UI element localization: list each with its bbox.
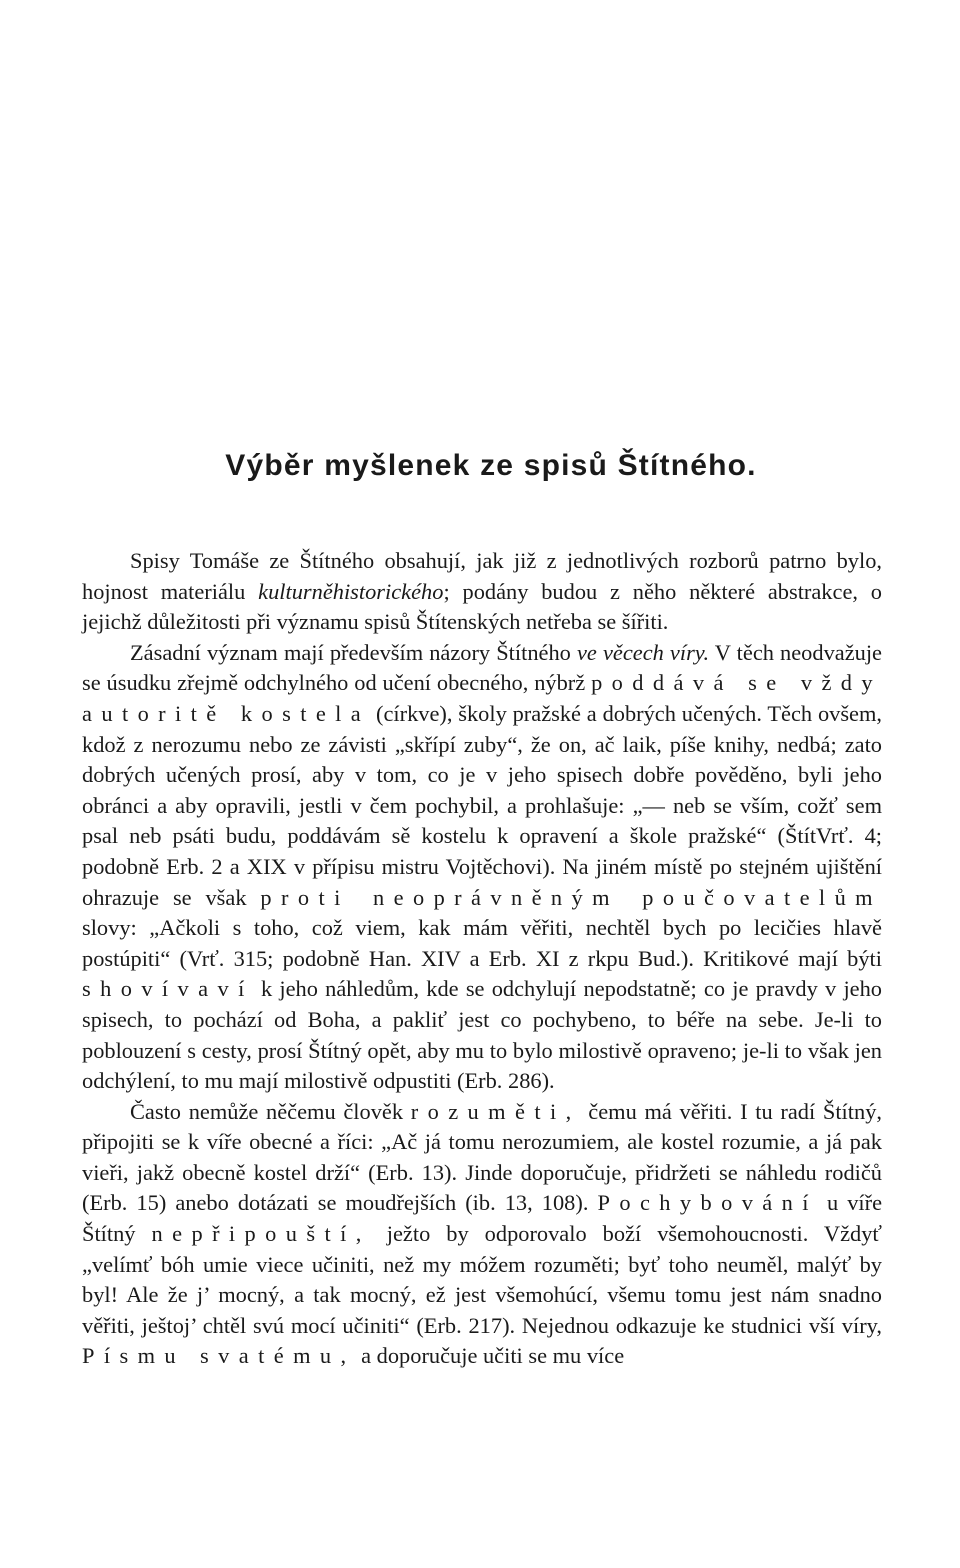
document-page [82,446,882,1372]
text-run: ježto by odporovalo boží všemohoucnosti. Vždyť „velímť bóh umie viece učiniti, než my móžem rozuměti; byť toho neuměl, malýť by byl! Ale že j’ mocný, a tak mocný, ež jest všemohúcí, všemu tomu jest nám snadno věřiti, ještoj’ chtěl svú mocí učiniti“ (Erb. 217). Nejednou odkazuje ke studnici vší víry, [82,1221,882,1338]
text-run: ; podány budou z něho některé abstrakce, o jejichž důležitosti při významu spisů Štítenských netřeba se šířiti. [82,578,882,635]
spaced-emphasis: poddává se vždy autoritě kostela [82,670,883,726]
text-run: slovy: „Ačkoli s toho, což viem, kak mám věřiti, nechtěl bych po lecičies hlavě postúpiti“ (Vrť. 315; podobně Han. XIV a Erb. XI z rkpu Bud.). Kritikové mají býti [82,915,882,971]
text-run: a doporučuje učiti se mu více [355,1343,625,1369]
paragraph [82,638,882,1097]
spaced-emphasis: proti neoprávněným poučovatelům [260,884,882,910]
text-run: (církve), školy pražské a dobrých učených. Těch ovšem, kdož z nerozumu nebo ze závisti „skřípí zuby“, že on, ač laik, píše knihy, nedbá; zato dobrých učených prosí, aby v tom, co je v jeho spisech dobře pověděno, byli jeho obránci a aby opravili, jestli v čem pochybil, a prohlašuje: „— neb se vším, cožť sem psal neb psáti budu, poddávám sě kostelu k opravení a škole pražské“ (ŠtítVrť. 4; podobně Erb. 2 a XIX v přípisu mistru Vojtěchovi). Na jiném místě po stejném ujištění ohrazuje se však [82,700,882,910]
body-text [82,546,882,1372]
spaced-emphasis: nepřipouští, [151,1221,371,1247]
page-title: Výběr myšlenek ze spisů Štítného. [225,449,757,482]
spaced-emphasis: Písmu svatému, [82,1343,356,1369]
text-run: Spisy Tomáše ze Štítného obsahují, jak již z jednotlivých rozborů patrno bylo, hojnost materiálu [82,548,882,604]
spaced-emphasis: shovívaví [82,976,254,1002]
spaced-emphasis: Pochybování [597,1190,818,1216]
paragraph [82,1097,882,1372]
italic-emphasis: kulturněhistorického [258,578,444,604]
text-run: u víře Štítný [82,1190,883,1247]
paragraph [82,546,882,638]
text-run: čemu má věřiti. I tu radí Štítný, připojiti se k víře obecné a říci: „Ač já tomu nerozumiem, ale kostel rozumie, a já pak vieři, jakž obecně kostel drží“ (Erb. 13). Jinde doporučuje, přidržeti se náhledu rodičů (Erb. 15) anebo dotázati se moudřejších (ib. 13, 108). [82,1098,882,1216]
spaced-emphasis: rozuměti, [410,1098,581,1124]
text-run: k jeho náhledům, kde se odchylují nepodstatně; co je pravdy v jeho spisech, to pochází od Boha, a pakliť jest co pochybeno, to béře na sebe. Je-li to poblouzení s cesty, prosí Štítný opět, aby mu to bylo milostivě opraveno; je-li to však jen odchýlení, to mu mají milostivě odpustiti (Erb. 286). [82,976,882,1094]
text-run: V těch neodvažuje se úsudku zřejmě odchylného od učení obecného, nýbrž [82,639,883,696]
italic-emphasis: ve věcech víry. [576,639,710,665]
text-run: Často nemůže něčemu člověk [130,1098,411,1124]
text-run: Zásadní význam mají především názory Štítného [130,639,577,665]
